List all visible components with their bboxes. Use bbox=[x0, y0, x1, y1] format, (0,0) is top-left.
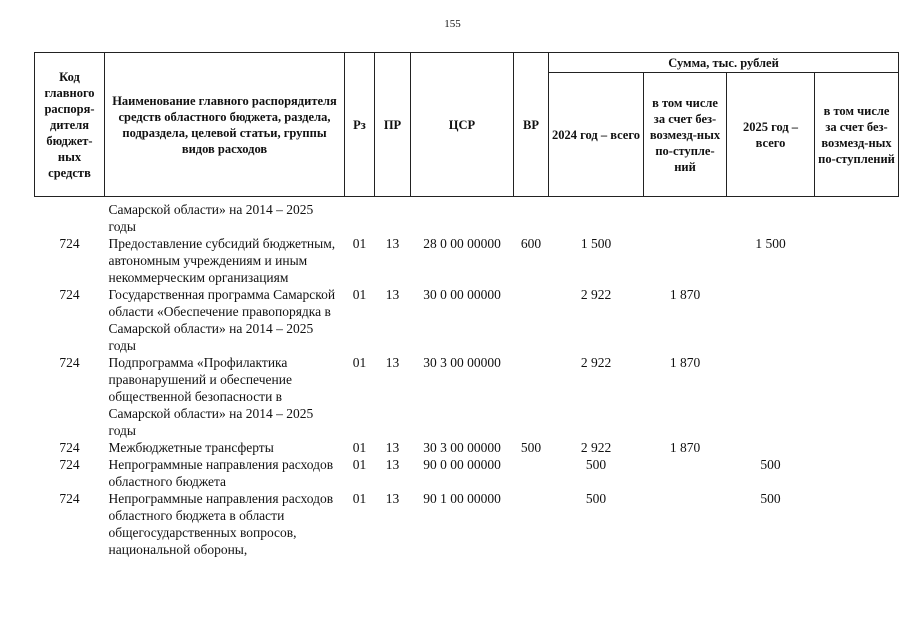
table-row bbox=[35, 439, 899, 456]
cell-2024-total: 1 500 bbox=[580, 236, 612, 251]
cell-2024-free bbox=[644, 235, 727, 286]
cell-vr: 600 bbox=[520, 236, 542, 251]
cell-2025-total: 1 500 bbox=[755, 236, 786, 251]
cell-code: 724 bbox=[59, 355, 80, 370]
header-2025-free: в том числе за счет без-возмезд-ных по-ступлений bbox=[815, 73, 899, 197]
header-2025-total: 2025 год – всего bbox=[727, 73, 815, 197]
budget-table bbox=[34, 52, 899, 558]
cell-2025-total: 500 bbox=[760, 457, 781, 472]
cell-2025-free bbox=[815, 286, 899, 354]
cell-2024-free: 1 870 bbox=[669, 287, 701, 302]
cell-2025-total: 500 bbox=[760, 491, 781, 506]
cell-vr: 500 bbox=[520, 440, 542, 455]
table-header bbox=[35, 53, 899, 197]
cell-2024-free: 1 870 bbox=[669, 440, 701, 455]
table-row bbox=[35, 286, 899, 354]
cell-2024-total bbox=[549, 201, 644, 235]
cell-2024-total: 500 bbox=[585, 491, 607, 506]
cell-rz bbox=[345, 201, 375, 235]
cell-code: 724 bbox=[59, 236, 80, 251]
cell-2024-total: 2 922 bbox=[580, 440, 612, 455]
cell-name: Подпрограмма «Профилактика правонарушений и обеспечение общественной безопасности в Самарской области» на 2014 – 2025 годы bbox=[108, 355, 314, 438]
cell-name: Непрограммные направления расходов областного бюджета bbox=[108, 457, 334, 489]
cell-2024-total: 2 922 bbox=[580, 287, 612, 302]
cell-2025-free bbox=[815, 235, 899, 286]
cell-2025-free bbox=[815, 201, 899, 235]
cell-2025-total bbox=[727, 439, 815, 456]
cell-2025-free bbox=[815, 439, 899, 456]
header-name: Наименование главного распорядителя средств областного бюджета, раздела, подраздела, целевой статьи, группы видов расходов bbox=[105, 53, 345, 197]
cell-code: 724 bbox=[59, 491, 80, 506]
cell-csr: 90 1 00 00000 bbox=[423, 491, 501, 506]
cell-code bbox=[35, 201, 105, 235]
cell-name: Предоставление субсидий бюджетным, автономным учреждениям и иным некоммерческим организациям bbox=[108, 236, 336, 285]
cell-2025-total bbox=[727, 201, 815, 235]
cell-rz: 01 bbox=[352, 440, 367, 455]
header-vr: ВР bbox=[514, 53, 549, 197]
cell-2025-free bbox=[815, 490, 899, 558]
cell-vr bbox=[514, 354, 549, 439]
header-pr: ПР bbox=[375, 53, 411, 197]
cell-vr bbox=[514, 456, 549, 490]
cell-pr bbox=[375, 201, 411, 235]
cell-name: Межбюджетные трансферты bbox=[108, 440, 274, 455]
cell-pr: 13 bbox=[385, 491, 400, 506]
cell-csr bbox=[411, 201, 514, 235]
cell-2024-total: 2 922 bbox=[580, 355, 612, 370]
table-row bbox=[35, 201, 899, 235]
cell-2024-total: 500 bbox=[585, 457, 607, 472]
cell-2024-free: 1 870 bbox=[669, 355, 701, 370]
cell-code: 724 bbox=[59, 440, 80, 455]
cell-csr: 30 0 00 00000 bbox=[423, 287, 501, 302]
table-row bbox=[35, 354, 899, 439]
header-csr: ЦСР bbox=[411, 53, 514, 197]
cell-2025-free bbox=[815, 354, 899, 439]
cell-rz: 01 bbox=[352, 236, 367, 251]
cell-name: Непрограммные направления расходов областного бюджета в области общегосударственных вопросов, национальной обороны, bbox=[108, 491, 334, 557]
cell-rz: 01 bbox=[352, 457, 367, 472]
page-number: 155 bbox=[444, 18, 461, 30]
cell-pr: 13 bbox=[385, 440, 400, 455]
cell-2025-total bbox=[727, 286, 815, 354]
cell-csr: 30 3 00 00000 bbox=[423, 440, 501, 455]
cell-2024-free bbox=[644, 456, 727, 490]
cell-csr: 28 0 00 00000 bbox=[423, 236, 501, 251]
cell-2025-total bbox=[727, 354, 815, 439]
table-body bbox=[35, 197, 899, 559]
cell-code: 724 bbox=[59, 287, 80, 302]
cell-pr: 13 bbox=[385, 287, 400, 302]
cell-name: Государственная программа Самарской области «Обеспечение правопорядка в Самарской области» на 2014 – 2025 годы bbox=[108, 287, 336, 353]
cell-rz: 01 bbox=[352, 355, 367, 370]
table-row bbox=[35, 456, 899, 490]
cell-rz: 01 bbox=[352, 491, 367, 506]
cell-pr: 13 bbox=[385, 457, 400, 472]
cell-vr bbox=[514, 286, 549, 354]
cell-2025-free bbox=[815, 456, 899, 490]
table-row bbox=[35, 490, 899, 558]
cell-csr: 90 0 00 00000 bbox=[423, 457, 501, 472]
cell-2024-free bbox=[644, 201, 727, 235]
cell-pr: 13 bbox=[385, 355, 400, 370]
cell-csr: 30 3 00 00000 bbox=[423, 355, 501, 370]
cell-rz: 01 bbox=[352, 287, 367, 302]
cell-vr bbox=[514, 490, 549, 558]
header-rz: Рз bbox=[345, 53, 375, 197]
cell-name: Самарской области» на 2014 – 2025 годы bbox=[108, 202, 314, 234]
cell-vr bbox=[514, 201, 549, 235]
cell-code: 724 bbox=[59, 457, 80, 472]
header-2024-total: 2024 год – всего bbox=[549, 73, 644, 197]
header-sum-group: Сумма, тыс. рублей bbox=[549, 53, 899, 73]
table-row bbox=[35, 235, 899, 286]
header-code: Код главного распоря-дителя бюджет-ных средств bbox=[35, 53, 105, 197]
cell-pr: 13 bbox=[385, 236, 400, 251]
cell-2024-free bbox=[644, 490, 727, 558]
header-2024-free: в том числе за счет без-возмезд-ных по-ступле-ний bbox=[644, 73, 727, 197]
